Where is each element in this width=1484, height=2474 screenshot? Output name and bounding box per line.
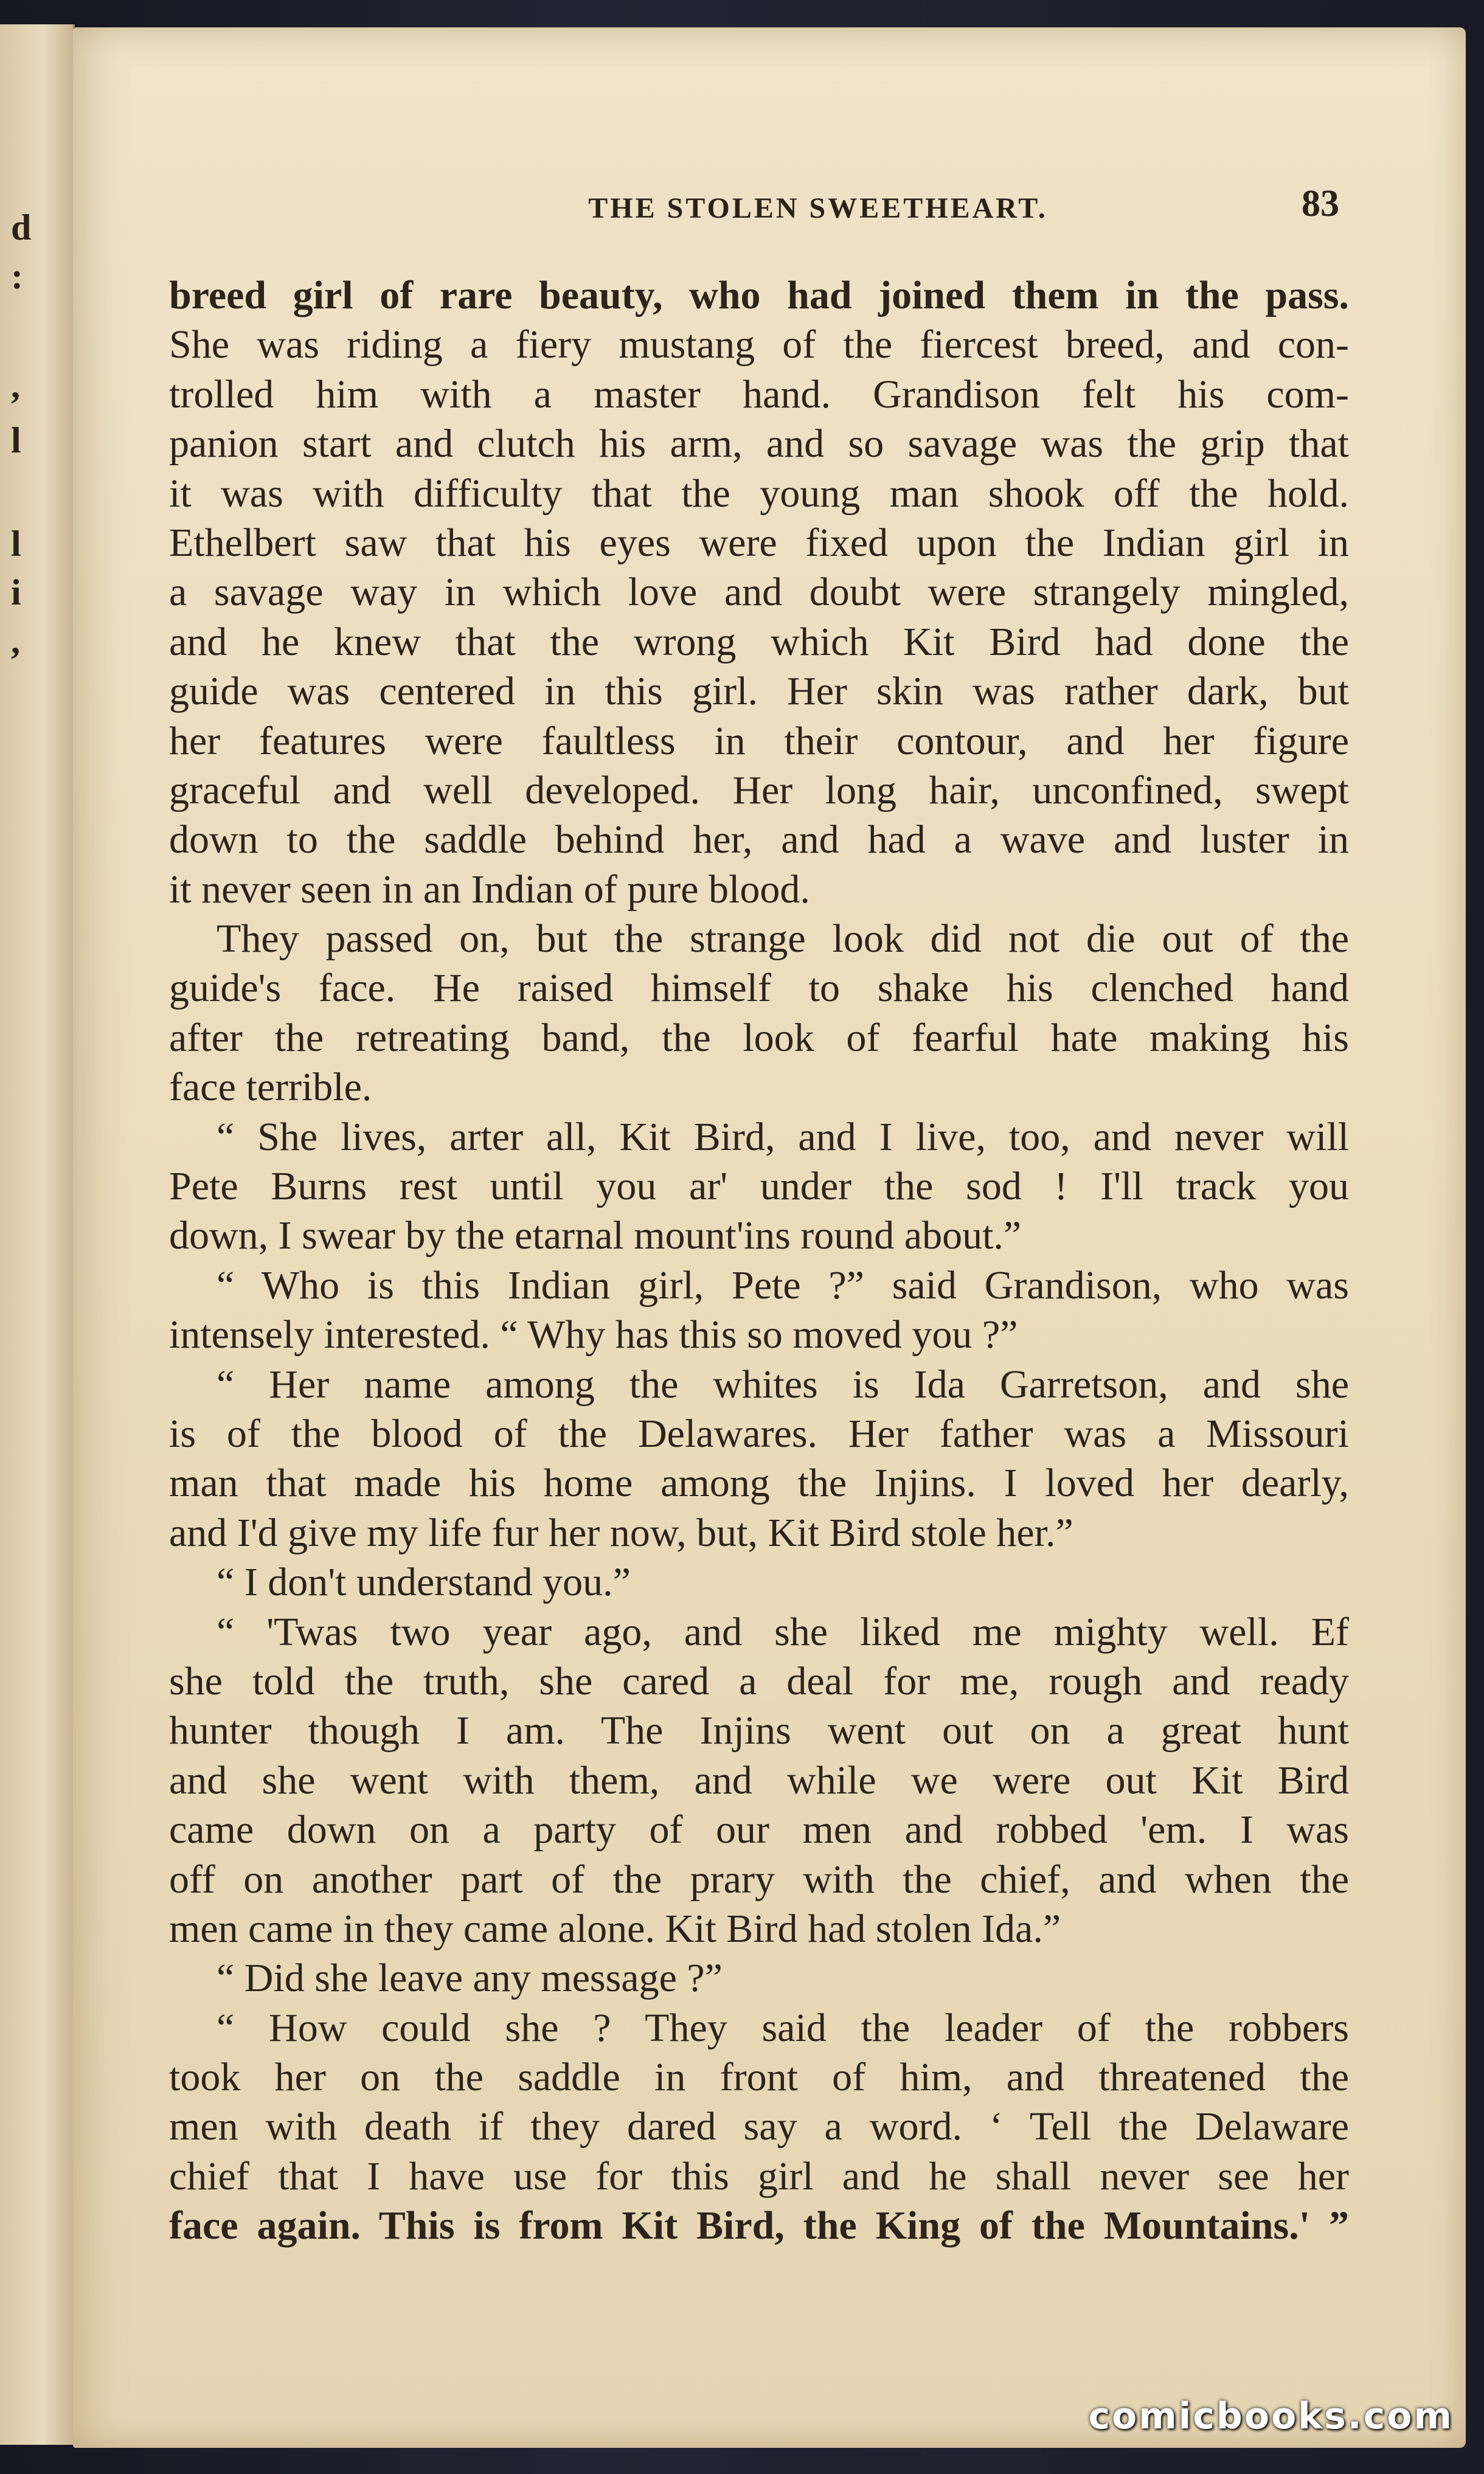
text-line: hunter though I am. The Injins went out on a great hunt <box>169 1708 1349 1753</box>
text-line: Pete Burns rest until you ar' under the sod ! I'll track you <box>169 1164 1349 1209</box>
text-line: She was riding a fiery mustang of the fiercest breed, and con- <box>169 322 1349 367</box>
prev-page-fragment: , <box>11 366 20 406</box>
text-line: “ She lives, arter all, Kit Bird, and I live, too, and never will <box>217 1114 1349 1159</box>
text-line: and he knew that the wrong which Kit Bird had done the <box>169 619 1349 664</box>
text-line: after the retreating band, the look of fearful hate making his <box>169 1015 1349 1060</box>
page-number: 83 <box>1302 183 1339 224</box>
watermark: comicbooks.com <box>1088 2395 1454 2438</box>
prev-page-fragment: d <box>11 207 32 248</box>
text-line: and I'd give my life fur her now, but, Kit Bird stole her.” <box>169 1510 1073 1555</box>
text-line: panion start and clutch his arm, and so savage was the grip that <box>169 421 1349 466</box>
text-line: “ I don't understand you.” <box>217 1560 631 1605</box>
text-line: Ethelbert saw that his eyes were fixed upon the Indian girl in <box>169 520 1349 565</box>
text-line: a savage way in which love and doubt were strangely mingled, <box>169 570 1349 615</box>
text-line: her features were faultless in their contour, and her figure <box>169 718 1349 763</box>
text-line: graceful and well developed. Her long hair, unconfined, swept <box>169 767 1349 813</box>
prev-page-fragment: l <box>11 420 21 460</box>
prev-page-fragment: i <box>11 572 21 612</box>
text-line: “ Who is this Indian girl, Pete ?” said Grandison, who was <box>217 1263 1349 1308</box>
text-line: came down on a party of our men and robbed 'em. I was <box>169 1807 1349 1852</box>
previous-page-edge <box>0 24 75 2445</box>
text-line: and she went with them, and while we were out Kit Bird <box>169 1758 1349 1803</box>
text-line: is of the blood of the Delawares. Her father was a Missouri <box>169 1411 1349 1456</box>
text-line: man that made his home among the Injins. I loved her dearly, <box>169 1461 1349 1506</box>
prev-page-fragment: l <box>11 524 21 564</box>
text-line: guide's face. He raised himself to shake his clenched hand <box>169 966 1349 1011</box>
text-line: it never seen in an Indian of pure blood. <box>169 867 810 912</box>
text-line: trolled him with a master hand. Grandison felt his com- <box>169 372 1349 417</box>
text-line: “ Her name among the whites is Ida Garretson, and she <box>217 1362 1349 1407</box>
text-line: down, I swear by the etarnal mount'ins round about.” <box>169 1213 1022 1258</box>
text-line: “ 'Twas two year ago, and she liked me mighty well. Ef <box>217 1609 1349 1654</box>
text-line: men came in they came alone. Kit Bird had stolen Ida.” <box>169 1906 1061 1951</box>
book-page <box>73 27 1466 2448</box>
text-line: intensely interested. “ Why has this so moved you ?” <box>169 1312 1018 1357</box>
text-line: she told the truth, she cared a deal for me, rough and ready <box>169 1658 1349 1703</box>
text-line: took her on the saddle in front of him, and threatened the <box>169 2055 1349 2100</box>
text-line: “ How could she ? They said the leader of the robbers <box>217 2005 1349 2050</box>
text-line: chief that I have use for this girl and he shall never see her <box>169 2153 1349 2199</box>
text-line: it was with difficulty that the young man shook off the hold. <box>169 471 1349 516</box>
text-line: They passed on, but the strange look did not die out of the <box>217 916 1349 962</box>
running-head: THE STOLEN SWEETHEART. <box>588 192 1048 224</box>
text-line: face again. This is from Kit Bird, the King of the Mountains.' ” <box>169 2203 1349 2248</box>
text-line: breed girl of rare beauty, who had joined them in the pass. <box>169 273 1349 317</box>
prev-page-fragment: , <box>11 621 20 661</box>
text-line: off on another part of the prary with the chief, and when the <box>169 1857 1349 1902</box>
body-text <box>169 271 1349 2251</box>
prev-page-fragment: : <box>11 256 23 296</box>
text-line: men with death if they dared say a word. ‘ Tell the Delaware <box>169 2104 1349 2149</box>
text-line: “ Did she leave any message ?” <box>217 1956 723 2001</box>
text-line: face terrible. <box>169 1065 372 1110</box>
text-line: guide was centered in this girl. Her skin was rather dark, but <box>169 669 1349 714</box>
text-line: down to the saddle behind her, and had a wave and luster in <box>169 817 1349 862</box>
